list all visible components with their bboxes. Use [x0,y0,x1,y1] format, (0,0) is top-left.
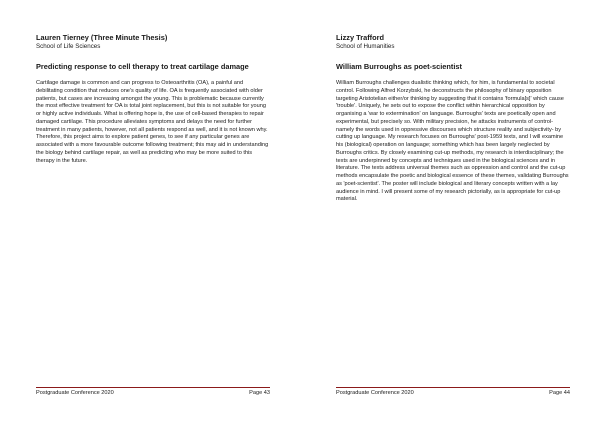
footer-conference: Postgraduate Conference 2020 [336,390,414,396]
page-footer [36,387,270,397]
school-name: School of Life Sciences [36,43,101,50]
footer-page-number: Page 44 [549,390,570,396]
abstract-body: Cartilage damage is common and can progress to Osteoarthritis (OA), a painful and debilitating condition that reduces one's quality of life. OA is frequently associated with older patients, but cases are increasing amongst the young. This is problematic because currently the most effective treatment for OA is total joint replacement, but this is not suitable for young or highly active individuals. What is offering hope is, the use of cell-based therapies to repair damaged cartilage. This procedure alleviates symptoms and delays the need for further treatment in many patients, however, not all patients respond as well, and it is not known why. Therefore, this project aims to explore patient genes, to see if any particular genes are associated with a more favourable outcome following treatment; this may aid in understanding the biology behind cartilage repair, as well as predicting who may be more suited to this therapy in the future. [36,80,269,164]
abstract-body: William Burroughs challenges dualistic thinking which, for him, is fundamental to societal control. Following Alfred Korzybski, he deconstructs the philosophy of binary opposition targeting Aristotelian either/or thinking by suggesting that it contains 'formula[s]' which cause 'trouble'. Uniquely, he sets out to expose the conflict within hierarchical opposition by organising a 'war to extermination' on language. Burroughs' texts are poetically open and experimental, but precisely so. With military precision, he attacks instruments of control- namely the words used in oppressive discourses which structure reality and subjectivity- by cutting up language. My research focuses on Burroughs' post-1959 texts, and I will examine his (biological) operation on language; something which has been largely neglected by Burroughs critics. By closely examining cut-up methods, my research is interdisciplinary; the texts are underpinned by concepts and techniques used in the biological sciences and in literature. The texts address universal themes such as oppression and control and the cut-up methods encapsulate the poetic and biological essence of these themes, validating Burroughs as 'poet-scientist'. The poster will include biological and literary concepts written with a lay audience in mind. I will present some of my research pictorially, as is appropriate for cut-up material. [336,80,569,203]
abstract-title: William Burroughs as poet-scientist [336,62,463,71]
footer-page-number: Page 43 [249,390,270,396]
author-name: Lizzy Trafford [336,33,385,42]
footer-conference: Postgraduate Conference 2020 [36,390,114,396]
page-44 [300,0,600,424]
school-name: School of Humanities [336,43,395,50]
author-name: Lauren Tierney (Three Minute Thesis) [36,33,168,42]
page-footer [336,387,570,397]
abstract-title: Predicting response to cell therapy to treat cartilage damage [36,62,249,71]
